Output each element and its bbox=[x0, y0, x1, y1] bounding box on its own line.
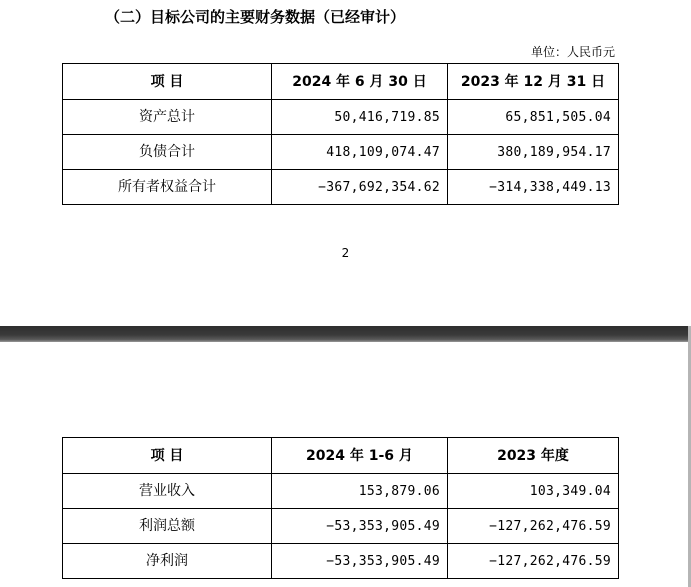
income-statement-table bbox=[62, 437, 619, 579]
row-label: 净利润 bbox=[63, 544, 272, 579]
row-label: 所有者权益合计 bbox=[63, 170, 272, 205]
row-value-period-2: 103,349.04 bbox=[448, 474, 619, 509]
row-label: 负债合计 bbox=[63, 135, 272, 170]
row-value-period-1: −53,353,905.49 bbox=[272, 509, 448, 544]
row-label: 营业收入 bbox=[63, 474, 272, 509]
table-row bbox=[63, 509, 619, 544]
table-row bbox=[63, 474, 619, 509]
column-header-period-1: 2024 年 6 月 30 日 bbox=[272, 64, 448, 100]
column-header-period-2: 2023 年 12 月 31 日 bbox=[448, 64, 619, 100]
table-header-row bbox=[63, 438, 619, 474]
row-label: 资产总计 bbox=[63, 100, 272, 135]
column-header-period-2: 2023 年度 bbox=[448, 438, 619, 474]
row-value-period-1: −53,353,905.49 bbox=[272, 544, 448, 579]
row-value-period-1: 418,109,074.47 bbox=[272, 135, 448, 170]
table-row bbox=[63, 135, 619, 170]
section-title: （二）目标公司的主要财务数据（已经审计） bbox=[105, 8, 406, 26]
row-value-period-1: −367,692,354.62 bbox=[272, 170, 448, 205]
column-header-item: 项 目 bbox=[63, 438, 272, 474]
table-row bbox=[63, 544, 619, 579]
row-value-period-2: −127,262,476.59 bbox=[448, 509, 619, 544]
page-number: 2 bbox=[341, 246, 350, 260]
row-value-period-2: 65,851,505.04 bbox=[448, 100, 619, 135]
table-row bbox=[63, 170, 619, 205]
row-label: 利润总额 bbox=[63, 509, 272, 544]
table-header-row bbox=[63, 64, 619, 100]
column-header-period-1: 2024 年 1-6 月 bbox=[272, 438, 448, 474]
row-value-period-2: −127,262,476.59 bbox=[448, 544, 619, 579]
row-value-period-1: 50,416,719.85 bbox=[272, 100, 448, 135]
page-separator bbox=[0, 326, 691, 342]
currency-unit-label: 单位：人民币元 bbox=[530, 45, 615, 59]
table-row bbox=[63, 100, 619, 135]
row-value-period-1: 153,879.06 bbox=[272, 474, 448, 509]
column-header-item: 项 目 bbox=[63, 64, 272, 100]
row-value-period-2: 380,189,954.17 bbox=[448, 135, 619, 170]
row-value-period-2: −314,338,449.13 bbox=[448, 170, 619, 205]
balance-sheet-table bbox=[62, 63, 619, 205]
